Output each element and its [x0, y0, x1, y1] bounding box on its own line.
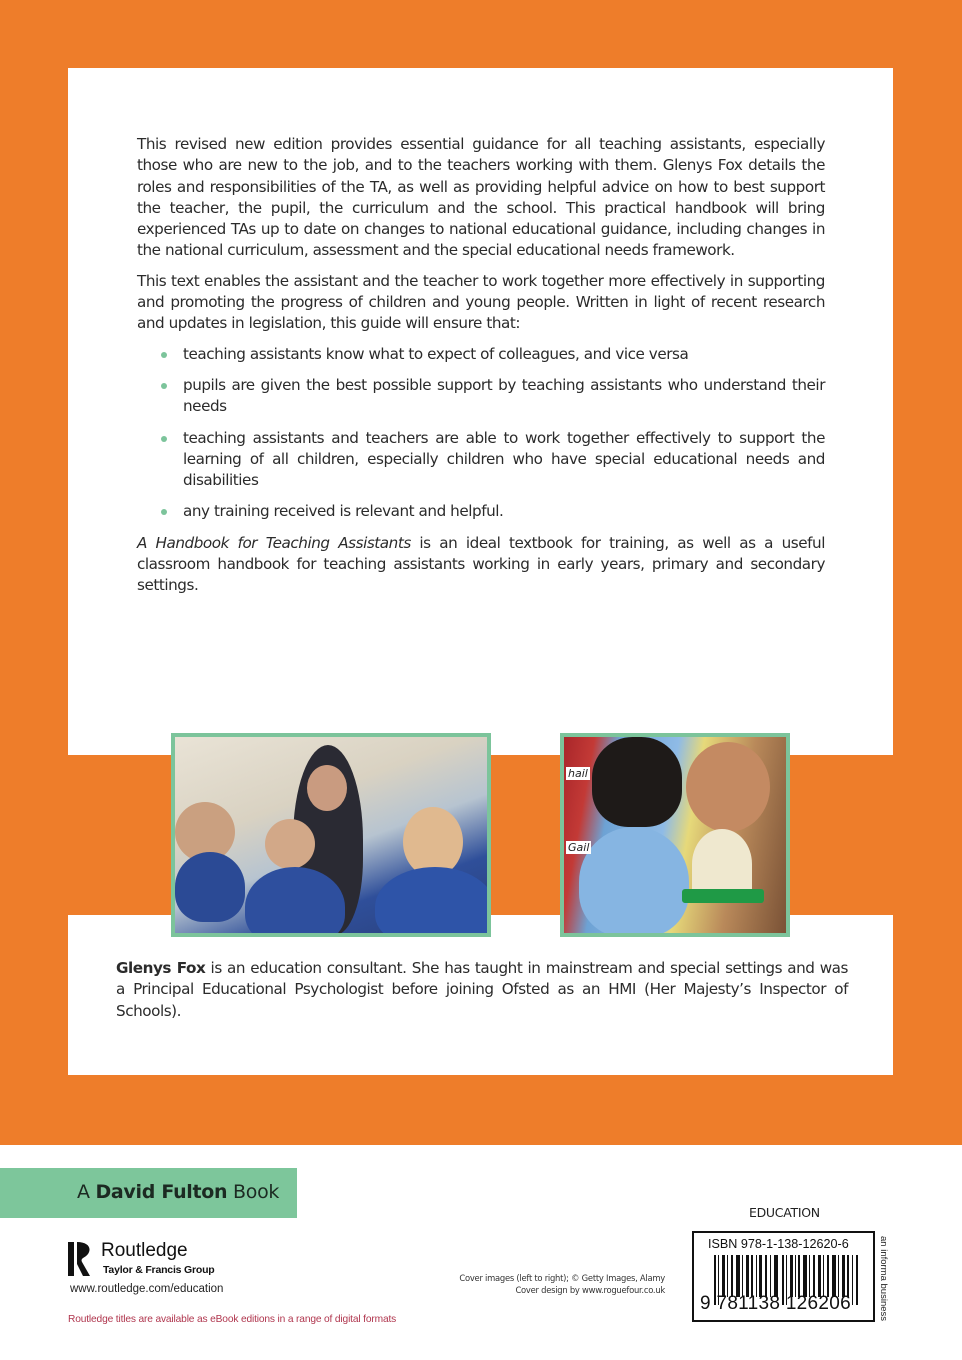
child-shirt: [579, 827, 689, 937]
list-item: teaching assistants and teachers are able to work together effectively to support the learning of all children, especially children who have special educational needs and disabilities: [183, 428, 825, 492]
isbn-label: ISBN 978-1-138-12620-6: [708, 1237, 849, 1251]
blurb-paragraph-1: This revised new edition provides essential guidance for all teaching assistants, especially those who are new to the job, and to the teachers working with them. Glenys Fox details the roles and responsibilities of the TA, as well as providing helpful advice on how to best support the teacher, the pupil, the curriculum and the school. This practical handbook will bring experienced TAs up to date on changes to national educational guidance, including changes in the national curriculum, assessment and the special educational needs framework.: [137, 135, 825, 260]
barcode-digits: 9 781138 126206: [700, 1293, 852, 1314]
routledge-logo: Routledge Taylor & Francis Group: [68, 1240, 218, 1280]
routledge-r-icon: [68, 1240, 94, 1278]
teacher-head: [686, 742, 770, 832]
book-title: A Handbook for Teaching Assistants: [137, 533, 411, 552]
imprint-name: David Fulton: [95, 1181, 228, 1203]
pupil-jumper: [175, 852, 245, 922]
plant-tray: [682, 889, 764, 903]
list-item: pupils are given the best possible support by teaching assistants who understand their needs: [183, 375, 825, 418]
publisher-url[interactable]: www.routledge.com/education: [70, 1283, 224, 1295]
informa-tagline: an informa business: [878, 1236, 889, 1322]
cover-credits: Cover images (left to right); © Getty Images, Alamy Cover design by www.roguefour.co.uk: [459, 1273, 665, 1295]
boy-jumper: [245, 867, 345, 937]
blurb-paragraph-2: This text enables the assistant and the teacher to work together more effectively in supporting and promoting the progress of children and young people. Written in light of recent research and updates in legislation, this guide will ensure that:: [137, 271, 825, 333]
girl-jumper: [375, 867, 491, 937]
child-hair: [592, 737, 682, 827]
teacher-face: [307, 765, 347, 811]
word-card-gail: Gail: [568, 841, 590, 854]
word-card-hail: hail: [568, 767, 588, 780]
bullet-icon: [161, 352, 167, 358]
list-item: teaching assistants know what to expect of colleagues, and vice versa: [183, 344, 825, 365]
bullet-icon: [161, 509, 167, 515]
back-cover-blurb: [137, 134, 825, 606]
teacher-child-photo: [560, 733, 790, 937]
bullet-icon: [161, 436, 167, 442]
ebook-note: Routledge titles are available as eBook editions in a range of digital formats: [68, 1314, 397, 1325]
author-bio: Glenys Fox is an education consultant. She has taught in mainstream and special settings and was a Principal Educational Psychologist before joining Ofsted as an HMI (Her Majesty’s Inspector of Schools).: [116, 959, 848, 1020]
boy-face: [265, 819, 315, 869]
author-name: Glenys Fox: [116, 959, 206, 977]
blurb-closing: A Handbook for Teaching Assistants is an ideal textbook for training, as well as a useful classroom handbook for teaching assistants working in early years, primary and secondary settings.: [137, 533, 825, 595]
imprint-banner: A David Fulton Book: [0, 1168, 297, 1218]
isbn-barcode-box: [692, 1231, 875, 1322]
list-item: any training received is relevant and helpful.: [183, 501, 825, 522]
benefits-list: [137, 344, 825, 523]
bullet-icon: [161, 383, 167, 389]
classroom-photo: [171, 733, 491, 937]
subject-category: EDUCATION: [749, 1205, 820, 1220]
